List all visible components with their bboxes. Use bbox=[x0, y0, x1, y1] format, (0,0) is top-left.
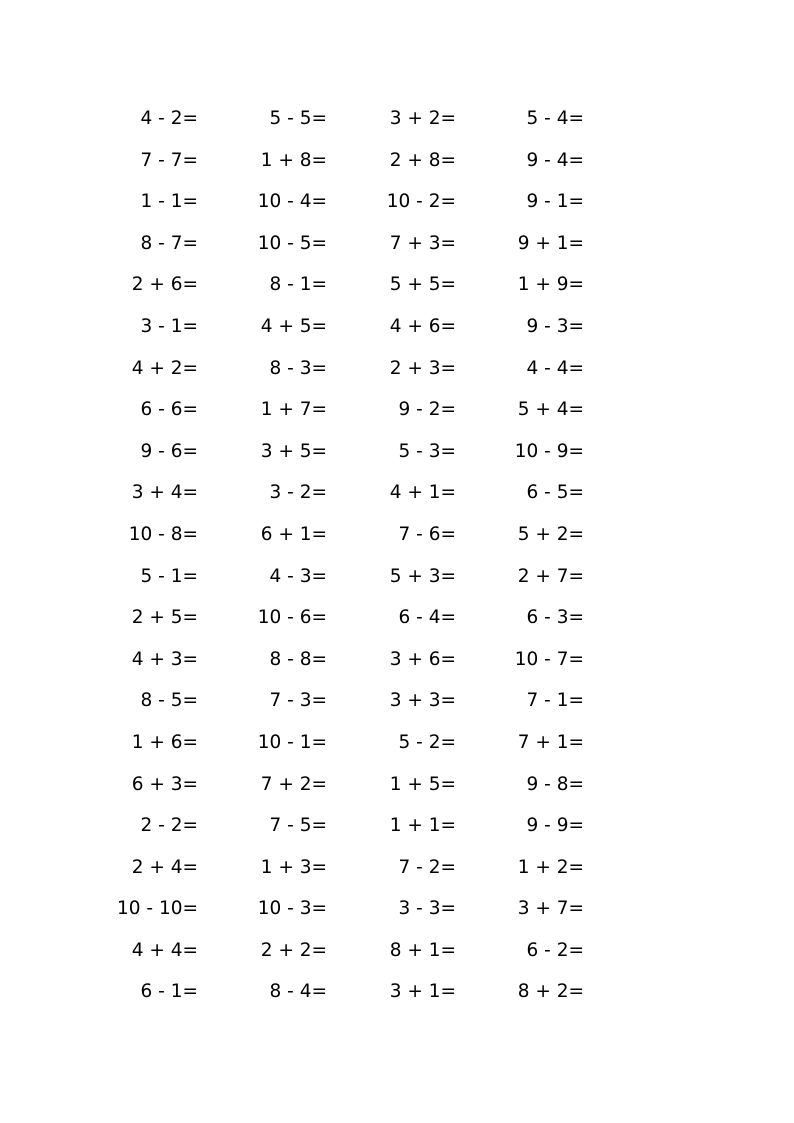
math-problem: 6 - 4= bbox=[398, 607, 456, 629]
math-problem: 6 + 1= bbox=[260, 523, 327, 545]
math-problem: 9 - 4= bbox=[526, 149, 584, 171]
math-problem: 10 - 10= bbox=[116, 898, 198, 920]
math-problem: 10 - 7= bbox=[514, 648, 584, 670]
math-problem: 9 - 3= bbox=[526, 315, 584, 337]
math-problem: 2 + 8= bbox=[389, 149, 456, 171]
math-problem: 4 + 2= bbox=[131, 357, 198, 379]
math-problem: 9 - 2= bbox=[398, 399, 456, 421]
math-problem: 1 + 1= bbox=[389, 815, 456, 837]
math-problem: 3 + 1= bbox=[389, 981, 456, 1003]
math-problem: 6 + 3= bbox=[131, 773, 198, 795]
problem-row bbox=[0, 971, 794, 1013]
math-problem: 5 + 5= bbox=[389, 274, 456, 296]
problem-row bbox=[0, 639, 794, 681]
math-problem: 10 - 2= bbox=[386, 191, 456, 213]
problem-row bbox=[0, 306, 794, 348]
math-problem: 3 - 2= bbox=[269, 482, 327, 504]
math-problem: 4 + 4= bbox=[131, 939, 198, 961]
problem-row bbox=[0, 223, 794, 265]
math-problem: 2 + 5= bbox=[131, 607, 198, 629]
math-problem: 5 + 4= bbox=[517, 399, 584, 421]
math-problem: 7 + 1= bbox=[517, 731, 584, 753]
math-problem: 3 + 5= bbox=[260, 440, 327, 462]
math-problem: 8 - 8= bbox=[269, 648, 327, 670]
math-problem: 10 - 6= bbox=[257, 607, 327, 629]
math-problem: 5 - 3= bbox=[398, 440, 456, 462]
math-problem: 3 + 7= bbox=[517, 898, 584, 920]
math-problem: 5 + 3= bbox=[389, 565, 456, 587]
math-problem: 6 - 3= bbox=[526, 607, 584, 629]
math-problem: 1 + 7= bbox=[260, 399, 327, 421]
math-problem: 4 + 6= bbox=[389, 315, 456, 337]
math-problem: 8 - 3= bbox=[269, 357, 327, 379]
math-problem: 3 + 4= bbox=[131, 482, 198, 504]
math-problem: 6 - 2= bbox=[526, 939, 584, 961]
problem-row bbox=[0, 264, 794, 306]
problem-row bbox=[0, 348, 794, 390]
math-problem: 2 + 6= bbox=[131, 274, 198, 296]
problem-row bbox=[0, 472, 794, 514]
math-problem: 4 + 1= bbox=[389, 482, 456, 504]
math-problem: 10 - 5= bbox=[257, 232, 327, 254]
math-problem: 1 + 8= bbox=[260, 149, 327, 171]
math-problem: 7 + 2= bbox=[260, 773, 327, 795]
problem-row bbox=[0, 930, 794, 972]
math-problem: 1 + 6= bbox=[131, 731, 198, 753]
math-problem: 2 + 2= bbox=[260, 939, 327, 961]
math-problem: 1 + 5= bbox=[389, 773, 456, 795]
math-problem: 8 - 5= bbox=[140, 690, 198, 712]
problem-grid bbox=[0, 98, 794, 1013]
math-problem: 2 - 2= bbox=[140, 815, 198, 837]
math-problem: 10 - 1= bbox=[257, 731, 327, 753]
math-problem: 8 + 1= bbox=[389, 939, 456, 961]
math-problem: 4 + 5= bbox=[260, 315, 327, 337]
math-problem: 7 + 3= bbox=[389, 232, 456, 254]
math-problem: 5 - 2= bbox=[398, 731, 456, 753]
math-problem: 9 - 1= bbox=[526, 191, 584, 213]
math-problem: 4 - 4= bbox=[526, 357, 584, 379]
problem-row bbox=[0, 722, 794, 764]
problem-row bbox=[0, 431, 794, 473]
math-problem: 5 - 1= bbox=[140, 565, 198, 587]
math-problem: 10 - 9= bbox=[514, 440, 584, 462]
math-problem: 8 - 4= bbox=[269, 981, 327, 1003]
math-problem: 8 - 1= bbox=[269, 274, 327, 296]
math-problem: 1 - 1= bbox=[140, 191, 198, 213]
math-problem: 5 + 2= bbox=[517, 523, 584, 545]
math-problem: 4 + 3= bbox=[131, 648, 198, 670]
problem-row bbox=[0, 181, 794, 223]
math-problem: 7 - 7= bbox=[140, 149, 198, 171]
math-problem: 1 + 9= bbox=[517, 274, 584, 296]
problem-row bbox=[0, 680, 794, 722]
problem-row bbox=[0, 597, 794, 639]
math-problem: 7 - 3= bbox=[269, 690, 327, 712]
math-problem: 3 + 3= bbox=[389, 690, 456, 712]
math-problem: 9 + 1= bbox=[517, 232, 584, 254]
math-problem: 8 + 2= bbox=[517, 981, 584, 1003]
math-problem: 5 - 4= bbox=[526, 108, 584, 129]
math-problem: 9 - 6= bbox=[140, 440, 198, 462]
problem-row bbox=[0, 764, 794, 806]
math-problem: 4 - 2= bbox=[140, 108, 198, 129]
math-problem: 9 - 9= bbox=[526, 815, 584, 837]
problem-row bbox=[0, 514, 794, 556]
problem-row bbox=[0, 805, 794, 847]
math-problem: 3 + 2= bbox=[389, 108, 456, 129]
math-problem: 2 + 3= bbox=[389, 357, 456, 379]
math-problem: 6 - 6= bbox=[140, 399, 198, 421]
problem-row bbox=[0, 98, 794, 140]
math-problem: 7 - 6= bbox=[398, 523, 456, 545]
math-problem: 1 + 3= bbox=[260, 856, 327, 878]
math-problem: 8 - 7= bbox=[140, 232, 198, 254]
problem-row bbox=[0, 140, 794, 182]
math-problem: 1 + 2= bbox=[517, 856, 584, 878]
math-problem: 3 - 1= bbox=[140, 315, 198, 337]
math-problem: 10 - 8= bbox=[128, 523, 198, 545]
math-problem: 2 + 7= bbox=[517, 565, 584, 587]
math-problem: 6 - 1= bbox=[140, 981, 198, 1003]
math-problem: 7 - 2= bbox=[398, 856, 456, 878]
math-problem: 5 - 5= bbox=[269, 108, 327, 129]
math-problem: 6 - 5= bbox=[526, 482, 584, 504]
problem-row bbox=[0, 389, 794, 431]
problem-row bbox=[0, 556, 794, 598]
problem-row bbox=[0, 888, 794, 930]
math-problem: 10 - 4= bbox=[257, 191, 327, 213]
math-problem: 7 - 1= bbox=[526, 690, 584, 712]
math-problem: 7 - 5= bbox=[269, 815, 327, 837]
problem-row bbox=[0, 847, 794, 889]
math-problem: 10 - 3= bbox=[257, 898, 327, 920]
math-problem: 3 - 3= bbox=[398, 898, 456, 920]
math-problem: 2 + 4= bbox=[131, 856, 198, 878]
math-problem: 4 - 3= bbox=[269, 565, 327, 587]
math-problem: 9 - 8= bbox=[526, 773, 584, 795]
math-problem: 3 + 6= bbox=[389, 648, 456, 670]
